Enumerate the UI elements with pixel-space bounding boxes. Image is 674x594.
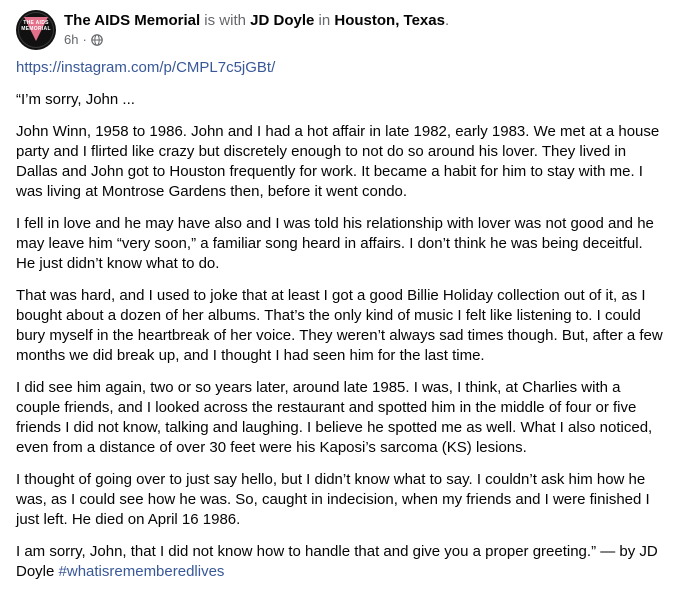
last-paragraph xyxy=(16,542,666,582)
post-paragraph: “I’m sorry, John ... xyxy=(16,91,135,108)
is-with-text: is with xyxy=(200,12,251,29)
post-header xyxy=(16,10,449,54)
avatar[interactable] xyxy=(16,10,56,50)
avatar-logo-text: THE AIDS MEMORIAL xyxy=(21,20,51,32)
location-suffix: . xyxy=(444,12,450,29)
post-paragraph: I fell in love and he may have also and I was told his relationship with lover was not good and he may leave him “very soon,” a familiar song heard in affairs. I don’t think he was being deceitful. He just didn’t know what to do. xyxy=(16,215,654,272)
location-link[interactable]: Houston, Texas xyxy=(334,12,445,29)
author-name[interactable]: The AIDS Memorial xyxy=(64,12,201,29)
instagram-link-paragraph xyxy=(16,58,666,78)
post-meta xyxy=(64,10,449,48)
in-text: in xyxy=(314,12,335,29)
last-paragraph-text: I am sorry, John, that I did not know how to handle that and give you a proper greeting.” — by JD Doyle xyxy=(16,543,658,580)
tagged-person[interactable]: JD Doyle xyxy=(250,12,315,29)
post-paragraph: I thought of going over to just say hello, but I didn’t know what to say. I couldn’t ask him how he was, as I could see how he was. So, caught in indecision, when my friends and I were finished I just left. He died on April 16 1986. xyxy=(16,471,650,528)
hashtag-link[interactable]: #whatisrememberedlives xyxy=(58,563,225,580)
post-subline xyxy=(64,32,449,48)
post-paragraph: I did see him again, two or so years later, around late 1985. I was, I think, at Charlies with a couple friends, and I looked across the restaurant and spotted him in the middle of four or five friends I did not know, talking and laughing. I believe he spotted me as well. What I also noticed, even from a distance of over 30 feet were his Kaposi’s sarcoma (KS) lesions. xyxy=(16,379,653,456)
post-attribution xyxy=(64,11,449,31)
instagram-link[interactable]: https://instagram.com/p/CMPL7c5jGBt/ xyxy=(16,59,276,76)
post-paragraph: John Winn, 1958 to 1986. John and I had a hot affair in late 1982, early 1983. We met at a house party and I flirted like crazy but discretely enough to not do so around his lover. They lived in Dallas and John got to Houston frequently for work. It became a habit for him to stay with me. I was living at Montrose Gardens then, before it went condo. xyxy=(16,123,660,200)
globe-icon xyxy=(91,34,103,46)
post-timestamp[interactable]: 6h xyxy=(64,32,79,47)
post-paragraph: That was hard, and I used to joke that at least I got a good Billie Holiday collection out of it, as I bought about a dozen of her albums. That’s the only kind of music I felt like listening to. I could bury myself in the heartbreak of her voice. They weren’t always sad times though. But, after a few months we did break up, and I thought I had seen him for the last time. xyxy=(16,287,663,364)
post-body xyxy=(16,58,666,594)
separator-dot: · xyxy=(82,32,87,47)
